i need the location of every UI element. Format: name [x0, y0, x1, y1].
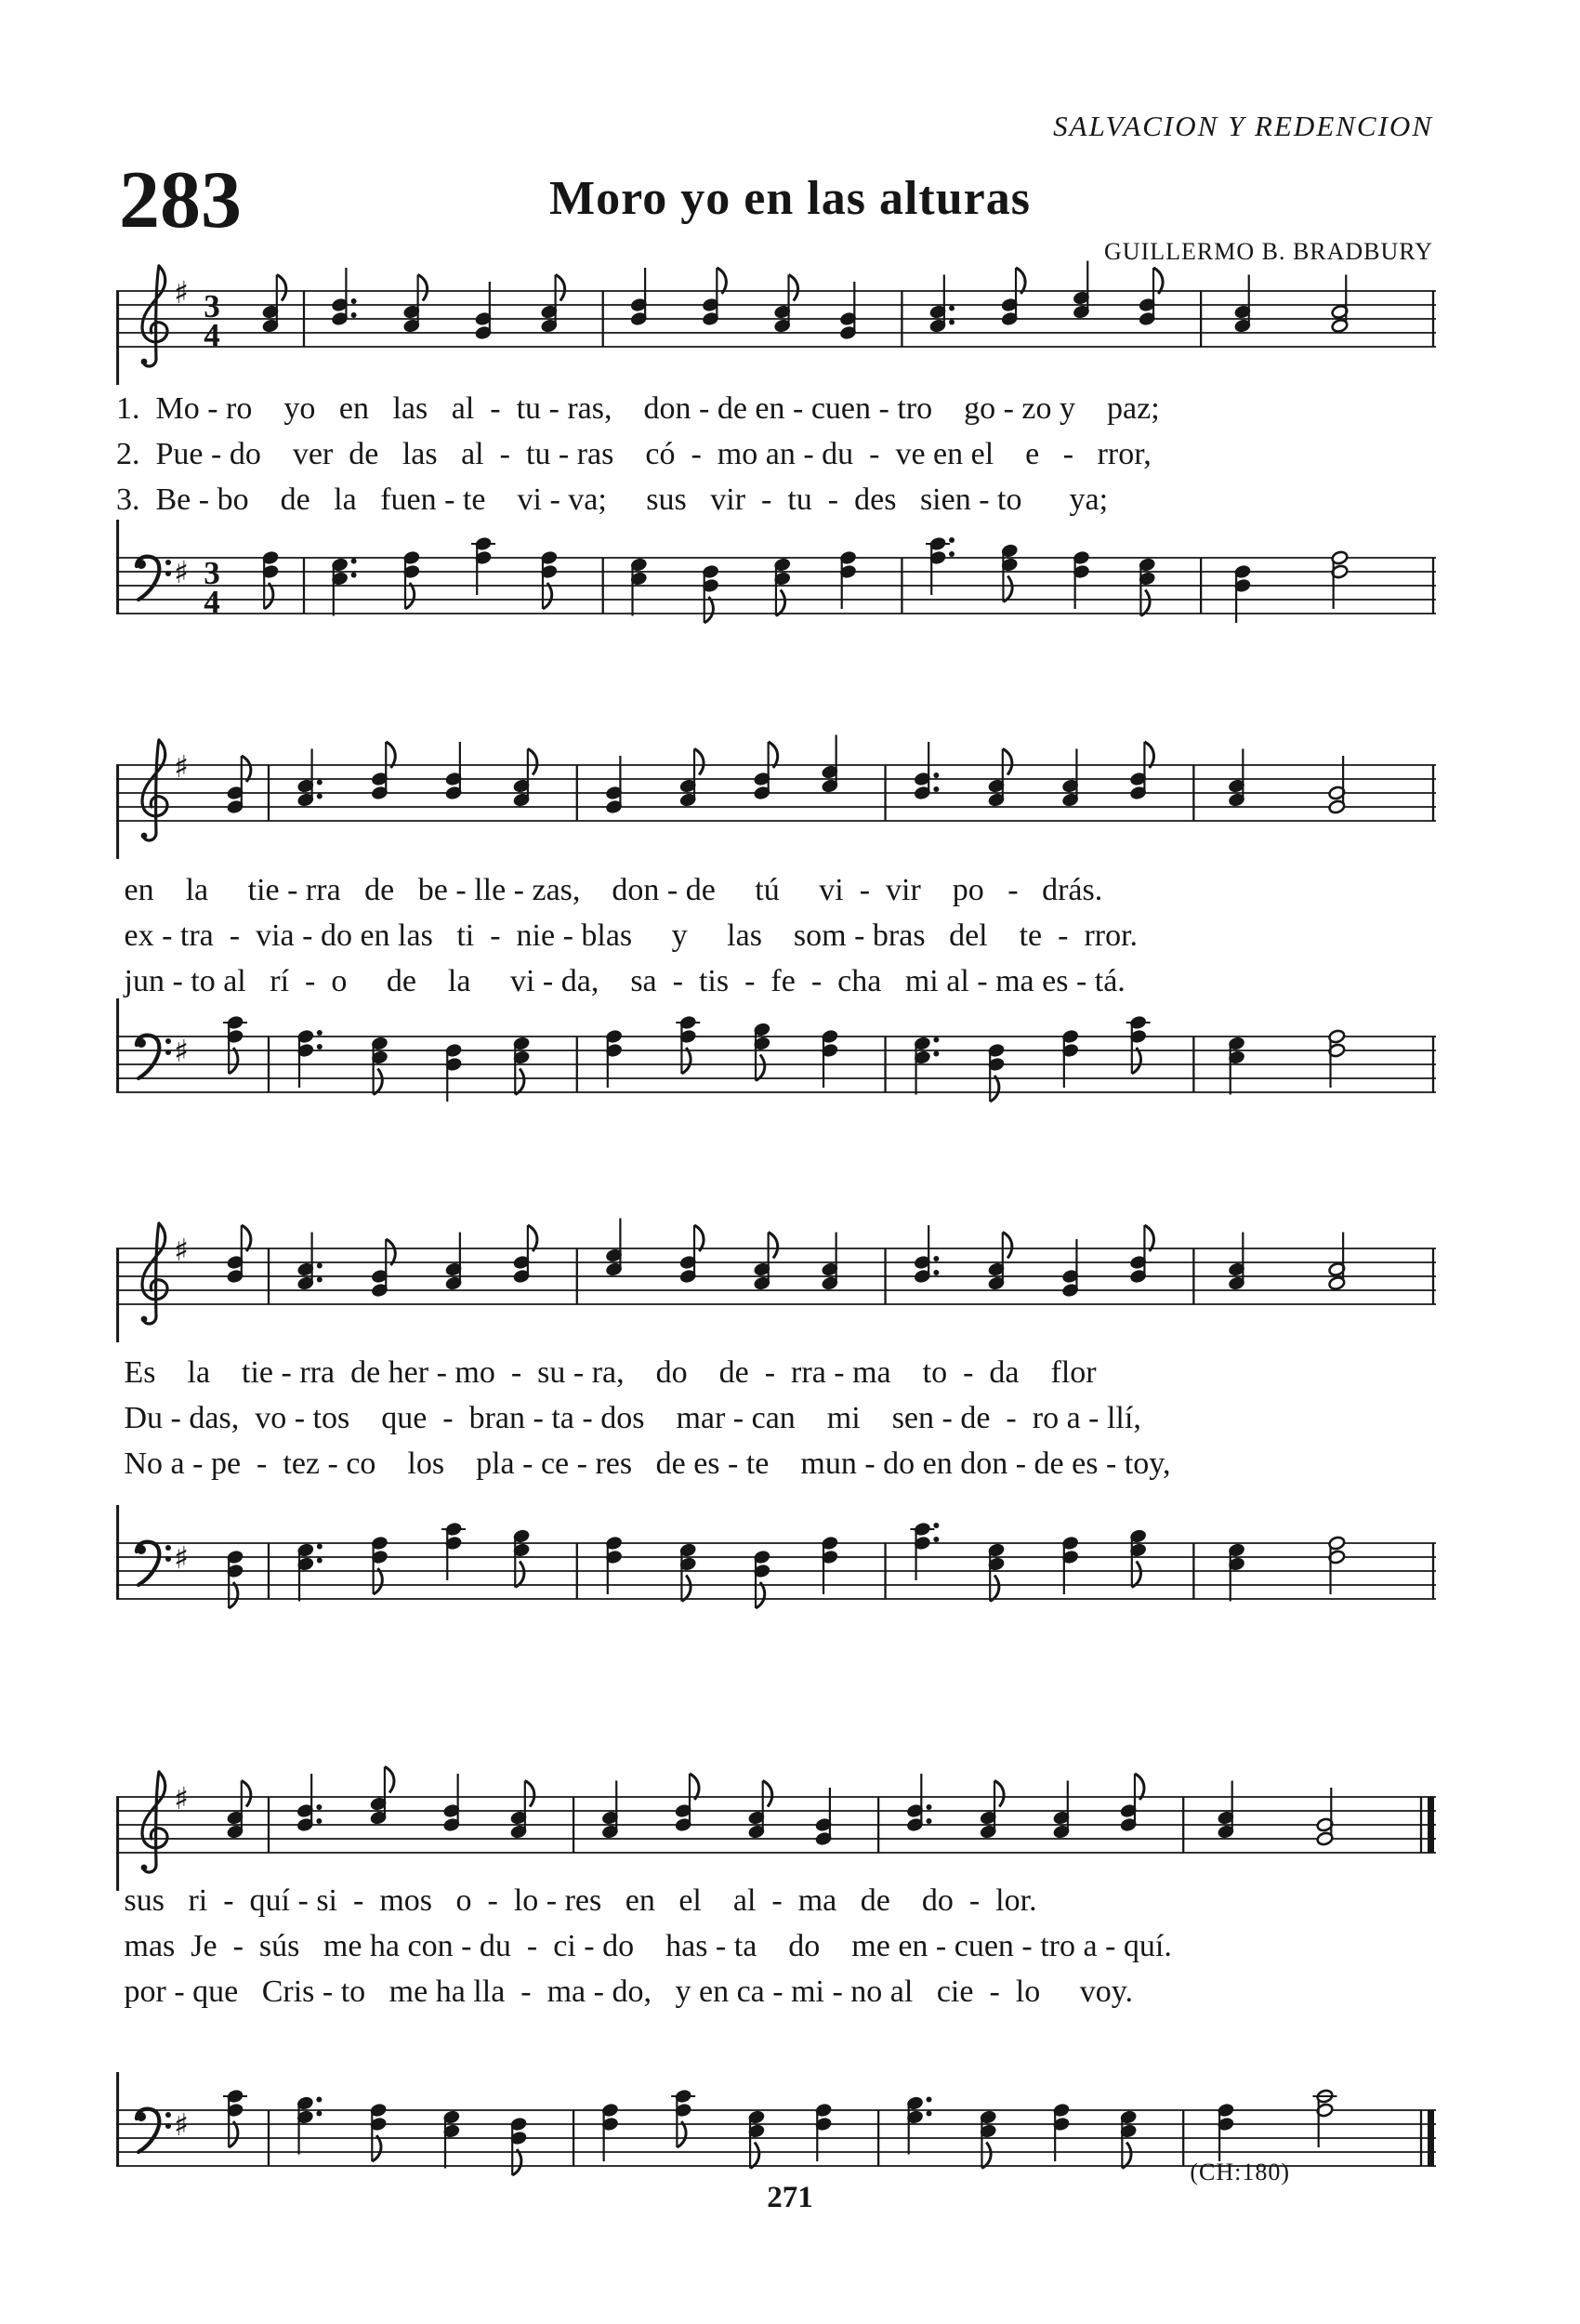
composer-credit: GUILLERMO B. BRADBURY: [1104, 238, 1433, 265]
svg-text:♯: ♯: [174, 748, 189, 785]
svg-text:♯: ♯: [174, 1033, 189, 1069]
svg-text:♯: ♯: [174, 1539, 189, 1576]
treble-staff: [116, 723, 1436, 863]
svg-text:♯: ♯: [174, 554, 189, 590]
treble-staff: [116, 1755, 1436, 1895]
lyric-line: mas Je - sús me ha con - du - ci - do has - ta do me en - cuen - tro a - quí.: [116, 1929, 1172, 1963]
page-number: 271: [767, 2181, 813, 2214]
hymn-title: Moro yo en las alturas: [549, 172, 1031, 225]
lyrics-block: [116, 867, 1473, 1004]
svg-text:3: 3: [204, 288, 220, 324]
svg-text:4: 4: [204, 584, 220, 620]
svg-text:3: 3: [204, 555, 220, 591]
svg-text:♯: ♯: [174, 1232, 189, 1268]
lyric-line: 3. Be - bo de la fuen - te vi - va; sus vir - tu - des sien - to ya;: [116, 482, 1109, 517]
lyrics-block: [116, 386, 1473, 522]
lyrics-block: [116, 1350, 1473, 1486]
bass-staff: [116, 995, 1436, 1134]
svg-text:4: 4: [204, 317, 220, 353]
hymn-number: 283: [119, 155, 242, 245]
lyric-line: Du - das, vo - tos que - bran - ta - dos mar - can mi sen - de - ro a - llí,: [116, 1401, 1141, 1435]
lyric-line: 1. Mo - ro yo en las al - tu - ras, don - de en - cuen - tro go - zo y paz;: [116, 391, 1160, 426]
lyric-line: 2. Pue - do ver de las al - tu - ras có - mo an - du - ve en el e - rror,: [116, 437, 1152, 471]
lyric-line: ex - tra - via - do en las ti - nie - blas y las som - bras del te - rror.: [116, 918, 1139, 953]
bass-staff: [116, 1501, 1436, 1641]
svg-text:♯: ♯: [174, 1780, 189, 1816]
treble-staff: [116, 249, 1436, 389]
lyric-line: jun - to al rí - o de la vi - da, sa - tis - fe - cha mi al - ma es - tá.: [116, 964, 1126, 998]
treble-staff: [116, 1207, 1436, 1346]
lyric-line: por - que Cris - to me ha lla - ma - do, y en ca - mi - no al cie - lo voy.: [116, 1974, 1134, 2009]
lyrics-block: [116, 1878, 1473, 2014]
svg-text:♯: ♯: [174, 2106, 189, 2143]
lyric-line: Es la tie - rra de her - mo - su - ra, do de - rra - ma to - da flor: [116, 1355, 1097, 1390]
svg-text:♯: ♯: [174, 274, 189, 310]
section-header: SALVACION Y REDENCION: [1053, 110, 1433, 142]
lyric-line: sus ri - quí - si - mos o - lo - res en el al - ma de do - lor.: [116, 1883, 1037, 1918]
lyric-line: en la tie - rra de be - lle - zas, don - de tú vi - vir po - drás.: [116, 873, 1103, 907]
lyric-line: No a - pe - tez - co los pla - ce - res de es - te mun - do en don - de es - toy,: [116, 1446, 1171, 1481]
bass-staff: [116, 516, 1436, 655]
chorus-reference: (CH:180): [1190, 2159, 1290, 2185]
